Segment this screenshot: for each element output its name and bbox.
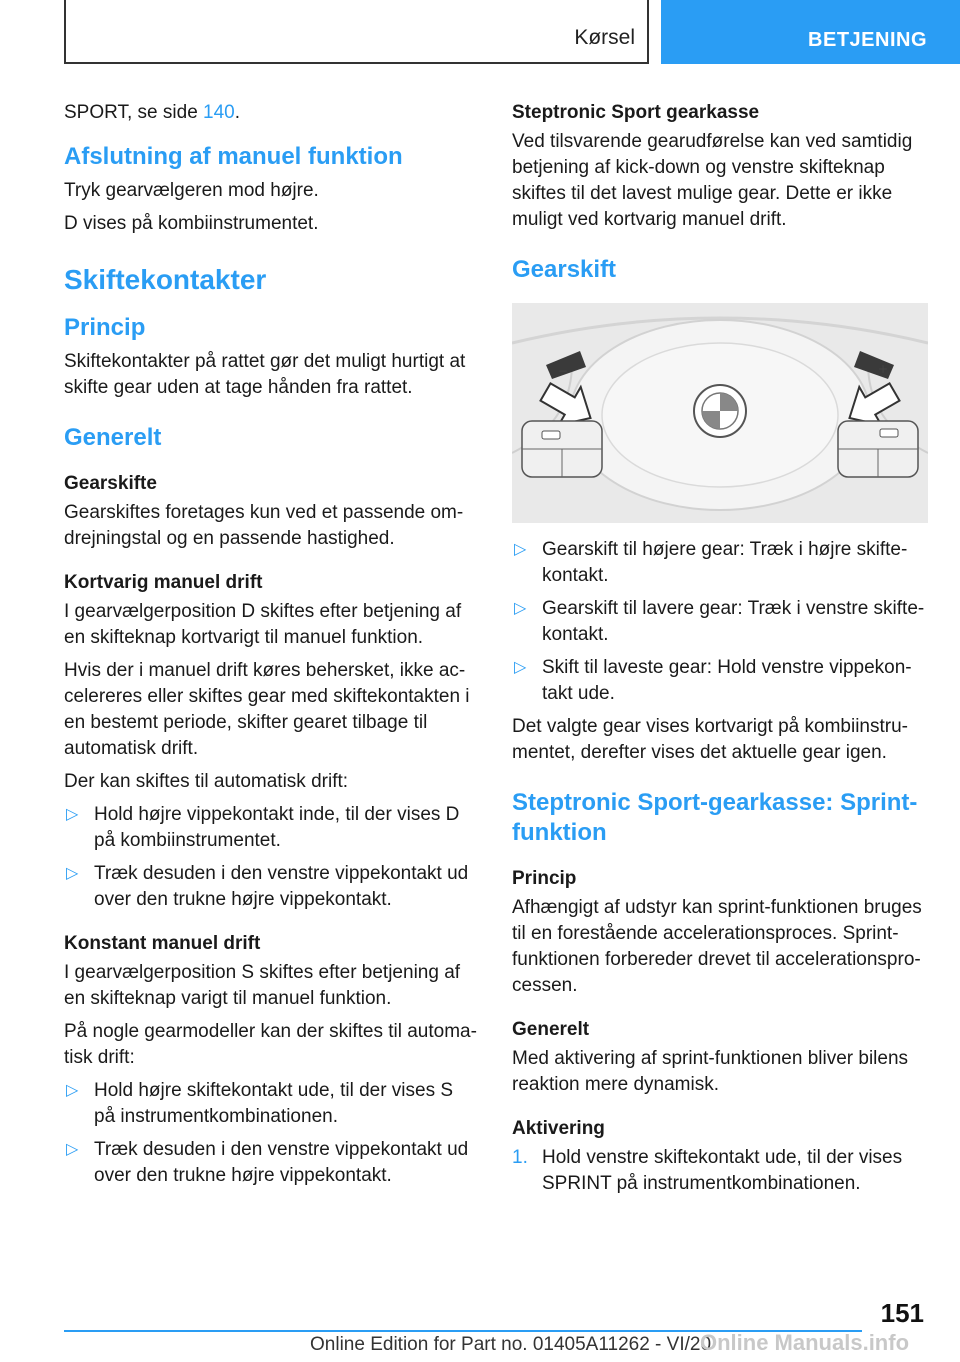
sprint-principle-text: Afhængigt af udstyr kan sprint-funktionen bruges til en forestående accelerationsproces. Sprint-funktionen forbereder drevet til accelerationspro-cessen. <box>512 897 922 996</box>
right-column <box>512 100 928 1204</box>
list-item: ▷ Træk desuden i den venstre vippekontakt ud over den trukne højre vippekontakt. <box>66 1139 469 1186</box>
triangle-bullet-icon: ▷ <box>514 541 527 558</box>
short-manual-list <box>64 802 478 913</box>
list-item: ▷ Skift til laveste gear: Hold venstre vippekon-takt ude. <box>514 657 912 704</box>
header-chapter-title: BETJENING <box>808 29 927 51</box>
shift-contacts-heading: Skiftekontakter <box>64 264 267 295</box>
footer-edition: Online Edition for Part no. 01405A11262 - VI/20 <box>310 1334 712 1355</box>
list-item: 1. Hold venstre skiftekontakt ude, til der vises SPRINT på instrumentkombinationen. <box>512 1147 903 1194</box>
short-manual-p3: Der kan skiftes til automatisk drift: <box>64 771 349 792</box>
triangle-bullet-icon: ▷ <box>514 659 527 676</box>
end-manual-p1: Tryk gearvælgeren mod højre. <box>64 180 319 201</box>
footer-watermark: Online Manuals.info <box>700 1330 910 1355</box>
steptronic-text: Ved tilsvarende gearudførelse kan ved samtidig betjening af kick-down og venstre skifteknap skiftes til det lavest mulige gear. Dette er ikke muligt ved kortvarig manuel drift. <box>512 131 913 230</box>
triangle-bullet-icon: ▷ <box>66 1082 79 1099</box>
steering-wheel-icon <box>512 303 928 523</box>
header-section-box <box>64 0 649 64</box>
activation-list <box>512 1145 928 1197</box>
triangle-bullet-icon: ▷ <box>66 865 79 882</box>
gearshifts-heading: Gearskifte <box>64 473 157 494</box>
list-item: ▷ Gearskift til højere gear: Træk i højre skifte-kontakt. <box>514 539 908 586</box>
constant-manual-p2: På nogle gearmodeller kan der skiftes til automa-tisk drift: <box>64 1021 477 1068</box>
list-item: ▷ Træk desuden i den venstre vippekontakt ud over den trukne højre vippekontakt. <box>66 863 469 910</box>
steering-wheel-illustration <box>512 303 928 523</box>
list-item: ▷ Hold højre vippekontakt inde, til der vises D på kombiinstrumentet. <box>66 804 460 851</box>
short-manual-heading: Kortvarig manuel drift <box>64 572 263 593</box>
intro-paragraph: SPORT, se side 140. <box>64 102 241 123</box>
gearshifts-text: Gearskiftes foretages kun ved et passende om-drejningstal og en passende hastighed. <box>64 502 464 549</box>
activation-heading: Aktivering <box>512 1118 605 1139</box>
gearshift-heading: Gearskift <box>512 256 617 283</box>
page-reference-link[interactable]: 140 <box>203 102 235 123</box>
page-number: 151 <box>880 1298 924 1328</box>
triangle-bullet-icon: ▷ <box>514 600 527 617</box>
short-manual-p1: I gearvælgerposition D skiftes efter betjening af en skifteknap kortvarigt til manuel funktion. <box>64 601 462 648</box>
principle-heading: Princip <box>64 314 146 341</box>
list-item: ▷ Hold højre skiftekontakt ude, til der vises S på instrumentkombinationen. <box>66 1080 454 1127</box>
end-manual-p2: D vises på kombiinstrumentet. <box>64 213 319 234</box>
sprint-heading: Steptronic Sport-gearkasse: Sprint-funktion <box>512 789 918 846</box>
sprint-general-text: Med aktivering af sprint-funktionen bliver bilens reaktion mere dynamisk. <box>512 1048 909 1095</box>
constant-manual-p1: I gearvælgerposition S skiftes efter betjening af en skifteknap varigt til manuel funktion. <box>64 962 461 1009</box>
sprint-principle-heading: Princip <box>512 868 577 889</box>
left-column <box>64 100 478 1196</box>
short-manual-p2: Hvis der i manuel drift køres behersket, ikke ac-celereres eller skiftes gear med skiftekontakten i en bestemt periode, skifter gearet tilbage til automatisk drift. <box>64 660 470 759</box>
svg-text:−: − <box>558 364 569 378</box>
constant-manual-list <box>64 1078 478 1189</box>
triangle-bullet-icon: ▷ <box>66 1141 79 1158</box>
triangle-bullet-icon: ▷ <box>66 806 79 823</box>
constant-manual-heading: Konstant manuel drift <box>64 933 261 954</box>
step-number: 1. <box>512 1147 528 1168</box>
steptronic-heading: Steptronic Sport gearkasse <box>512 102 760 123</box>
end-manual-heading: Afslutning af manuel funktion <box>64 143 403 170</box>
list-item: ▷ Gearskift til lavere gear: Træk i venstre skifte-kontakt. <box>514 598 925 645</box>
header-chapter-box <box>661 0 960 64</box>
sprint-general-heading: Generelt <box>512 1019 590 1040</box>
svg-text:+: + <box>878 362 889 376</box>
principle-text: Skiftekontakter på rattet gør det muligt hurtigt at skifte gear uden at tage hånden fra rattet. <box>64 351 466 398</box>
header-section-title: Kørsel <box>574 26 635 49</box>
gearshift-list <box>512 537 928 707</box>
general-heading: Generelt <box>64 424 162 451</box>
gearshift-after-text: Det valgte gear vises kortvarigt på kombiinstru-mentet, derefter vises det aktuelle gear igen. <box>512 716 908 763</box>
